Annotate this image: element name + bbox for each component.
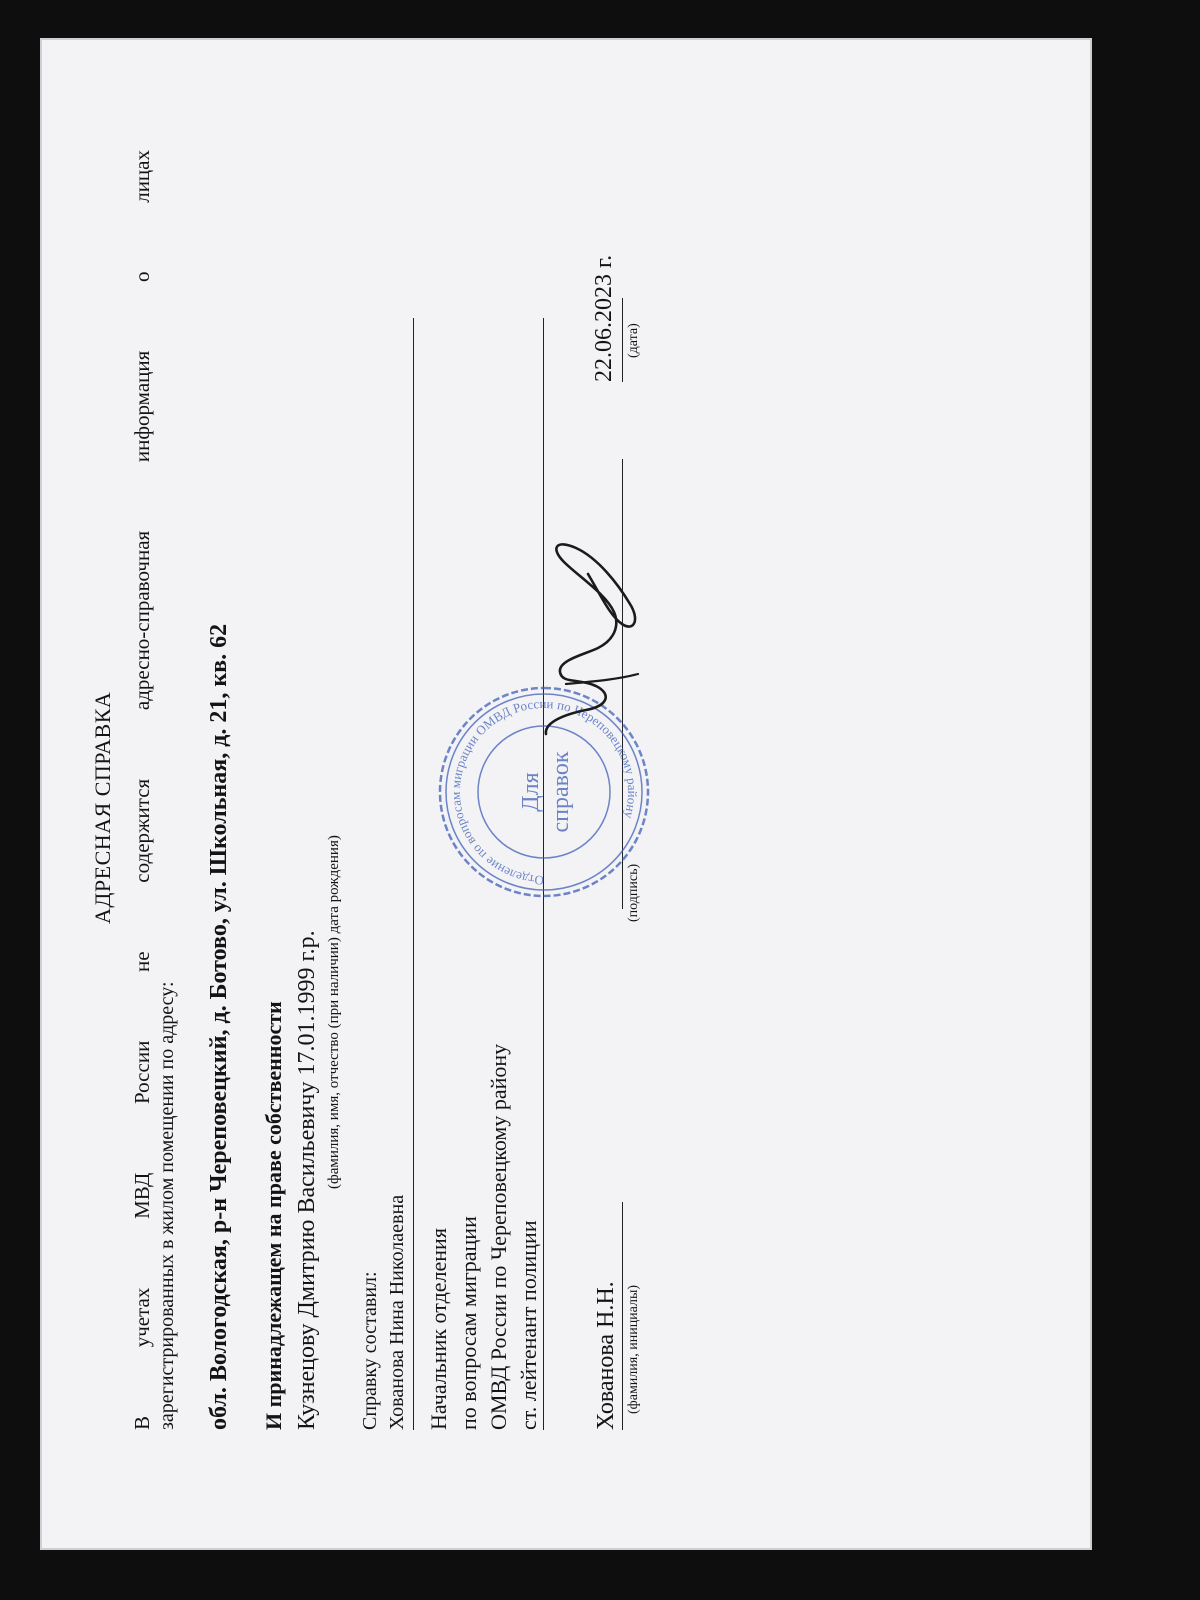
- compiled-label: Справку составил:: [359, 1271, 381, 1430]
- document-page: [56, 54, 1066, 1534]
- intro-line-1: В учетах МВД России не содержится адресно-справочная информация о лицах: [130, 150, 154, 1430]
- signer-caption: (фамилия, инициалы): [626, 1284, 641, 1414]
- ownership-text: И принадлежащем на праве собственности: [261, 1001, 286, 1430]
- signer-underline: [622, 1202, 623, 1430]
- document-title: АДРЕСНАЯ СПРАВКА: [90, 691, 115, 924]
- stamp-center-line-1: Для: [518, 772, 544, 812]
- rank-text: ст. лейтенант полиции: [516, 1220, 541, 1430]
- person-name: Кузнецову Дмитрию Васильевичу 17.01.1999 г.р.: [294, 930, 320, 1430]
- address-text: обл. Вологодская, р-н Череповецкий, д. Ботово, ул. Школьная, д. 21, кв. 62: [206, 623, 232, 1430]
- divider-line: [413, 318, 414, 1430]
- signature-caption: (подпись): [626, 863, 641, 922]
- position-line-3: ОМВД России по Череповецкому району: [486, 1043, 511, 1430]
- stamp-ring-text: Отделение по вопросам миграции ОМВД России по Череповецкому району: [447, 695, 641, 889]
- position-line-1: Начальник отделения: [426, 1228, 451, 1430]
- signer-name: Хованова Н.Н.: [593, 1281, 619, 1430]
- stamp-center-line-2: справок: [548, 751, 574, 833]
- person-caption: (фамилия, имя, отчество (при наличии) дата рождения): [326, 835, 342, 1189]
- date-underline: [622, 298, 623, 382]
- intro-line-2: зарегистрированных в жилом помещении по адресу:: [156, 981, 178, 1430]
- position-line-2: по вопросам миграции: [456, 1216, 481, 1430]
- date-caption: (дата): [626, 323, 641, 358]
- compiler-name: Хованова Нина Николаевна: [386, 1194, 408, 1430]
- handwritten-signature: [526, 534, 646, 744]
- document-date: 22.06.2023 г.: [591, 254, 617, 382]
- paper-sheet: [40, 38, 1092, 1550]
